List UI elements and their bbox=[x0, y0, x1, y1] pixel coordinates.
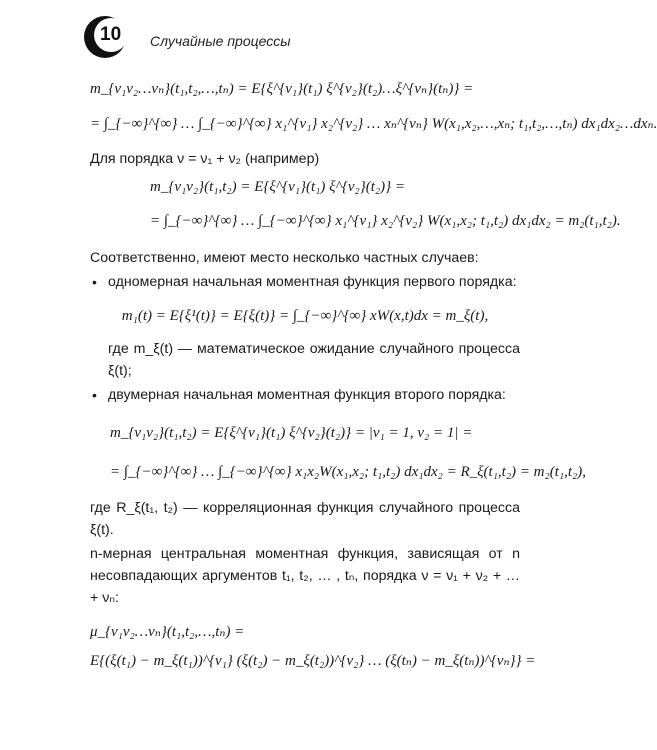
bullet-icon: • bbox=[92, 274, 97, 290]
formula-second-order-moment: m_{ν₁ν₂}(t₁,t₂) = E{ξ^{ν₁}(t₁) ξ^{ν₂}(t₂)} = |ν₁ = 1, ν₂ = 1| = bbox=[110, 424, 473, 441]
formula-first-order-moment: m₁(t) = E{ξ¹(t)} = E{ξ(t)} = ∫_{−∞}^{∞} xW(x,t)dx = m_ξ(t), bbox=[121, 308, 489, 324]
page-number: 10 bbox=[100, 24, 122, 45]
page-body bbox=[90, 76, 657, 671]
bullet-first-order-text: одномерная начальная моментная функция первого порядка: bbox=[108, 274, 517, 290]
formula-central-moment: μ_{ν₁ν₂…νₙ}(t₁,t₂,…,tₙ) = bbox=[90, 624, 245, 641]
formula-moment-n-dim: m_{ν₁ν₂…νₙ}(t₁,t₂,…,tₙ) = E{ξ^{ν₁}(t₁) ξ^{ν₂}(t₂)…ξ^{νₙ}(tₙ)} = bbox=[90, 81, 474, 97]
page-header bbox=[0, 0, 600, 80]
paragraph-order-example: Для порядка ν = ν₁ + ν₂ (например) bbox=[90, 150, 320, 167]
formula-moment-two-dim: m_{ν₁ν₂}(t₁,t₂) = E{ξ^{ν₁}(t₁) ξ^{ν₂}(t₂)} = bbox=[150, 178, 405, 195]
bullet-second-order-text: двумерная начальная моментная функция второго порядка: bbox=[108, 386, 506, 403]
paragraph-central-moment: n-мерная центральная моментная функция, зависящая от n несовпадающих аргументов t₁, t₂, … , tₙ, порядка ν = ν₁ + ν₂ + … + νₙ: bbox=[90, 546, 520, 607]
paragraph-special-cases: Соответственно, имеют место несколько частных случаев: bbox=[90, 250, 479, 266]
list-item bbox=[90, 271, 520, 293]
paragraph-expectation: где m_ξ(t) — математическое ожидание случайного процесса ξ(t); bbox=[108, 340, 520, 379]
list-item bbox=[90, 384, 520, 406]
running-title: Случайные процессы bbox=[150, 33, 291, 49]
formula-central-moment-expansion: E{(ξ(t₁) − m_ξ(t₁))^{ν₁} (ξ(t₂) − m_ξ(t₂))^{ν₂} … (ξ(tₙ) − m_ξ(tₙ))^{νₙ}} = bbox=[90, 653, 536, 669]
formula-moment-integral: = ∫_{−∞}^{∞} … ∫_{−∞}^{∞} x₁^{ν₁} x₂^{ν₂} … xₙ^{νₙ} W(x₁,x₂,…,xₙ; t₁,t₂,…,tₙ) dx₁dx₂…dxₙ. bbox=[90, 115, 657, 132]
formula-correlation-integral: = ∫_{−∞}^{∞} … ∫_{−∞}^{∞} x₁x₂W(x₁,x₂; t₁,t₂) dx₁dx₂ = R_ξ(t₁,t₂) = m₂(t₁,t₂), bbox=[110, 463, 586, 480]
paragraph-correlation: где R_ξ(t₁, t₂) — корреляционная функция случайного процесса ξ(t). bbox=[90, 500, 520, 539]
bullet-icon: • bbox=[92, 386, 97, 403]
formula-moment-two-dim-integral: = ∫_{−∞}^{∞} … ∫_{−∞}^{∞} x₁^{ν₁} x₂^{ν₂} W(x₁,x₂; t₁,t₂) dx₁dx₂ = m₂(t₁,t₂). bbox=[150, 213, 621, 230]
